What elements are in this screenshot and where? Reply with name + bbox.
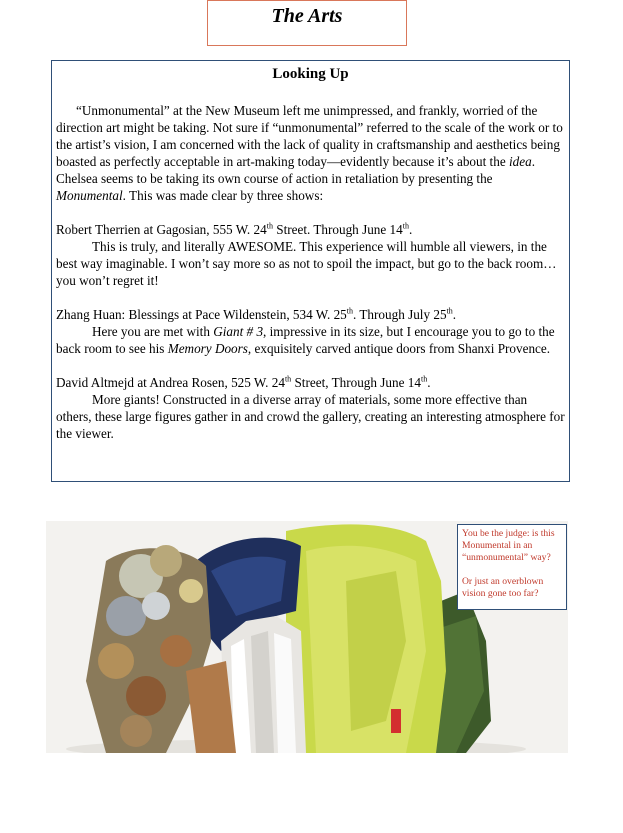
section-title: The Arts: [271, 5, 343, 27]
show3-heading: David Altmejd at Andrea Rosen, 525 W. 24th Street, Through June 14th.: [56, 374, 431, 390]
callout-followup: Or just an overblown vision gone too far?: [462, 576, 544, 599]
article-box: [51, 60, 570, 482]
article-title: Looking Up: [272, 66, 349, 82]
show3-body: More giants! Constructed in a diverse array of materials, some more effective than others, these large figures gather in and crowd the gallery, creating an interesting atmosphere for the viewer.: [56, 392, 565, 441]
show1-body: This is truly, and literally AWESOME. This experience will humble all viewers, in the best way imaginable. I won’t say more so as not to spoil the impact, but go to the back room…you won’t regret it!: [56, 239, 557, 288]
photo-callout: [457, 524, 567, 610]
show2-body: Here you are met with Giant # 3, impressive in its size, but I encourage you to go to the back room to see his Memory Doors, exquisitely carved antique doors from Shanxi Provence.: [56, 324, 555, 356]
show1-heading: Robert Therrien at Gagosian, 555 W. 24th Street. Through June 14th.: [56, 221, 413, 237]
callout-question: You be the judge: is this Monumental in an “unmonumental” way?: [462, 528, 555, 563]
section-title-box: [207, 0, 407, 46]
intro-paragraph: “Unmonumental” at the New Museum left me unimpressed, and frankly, worried of the direction art might be taking. Not sure if “unmonumental” referred to the scale of the work or to the artist’s vision, I am concerned with the lack of quality in craftsmanship and aesthetics being boasted as perfectly acceptable in art-making today—evidently because it’s about the idea. Chelsea seems to be taking its own course of action in retaliation by presenting the Monumental. This was made clear by three shows:: [56, 103, 563, 203]
show2-heading: Zhang Huan: Blessings at Pace Wildenstein, 534 W. 25th. Through July 25th.: [56, 306, 457, 322]
